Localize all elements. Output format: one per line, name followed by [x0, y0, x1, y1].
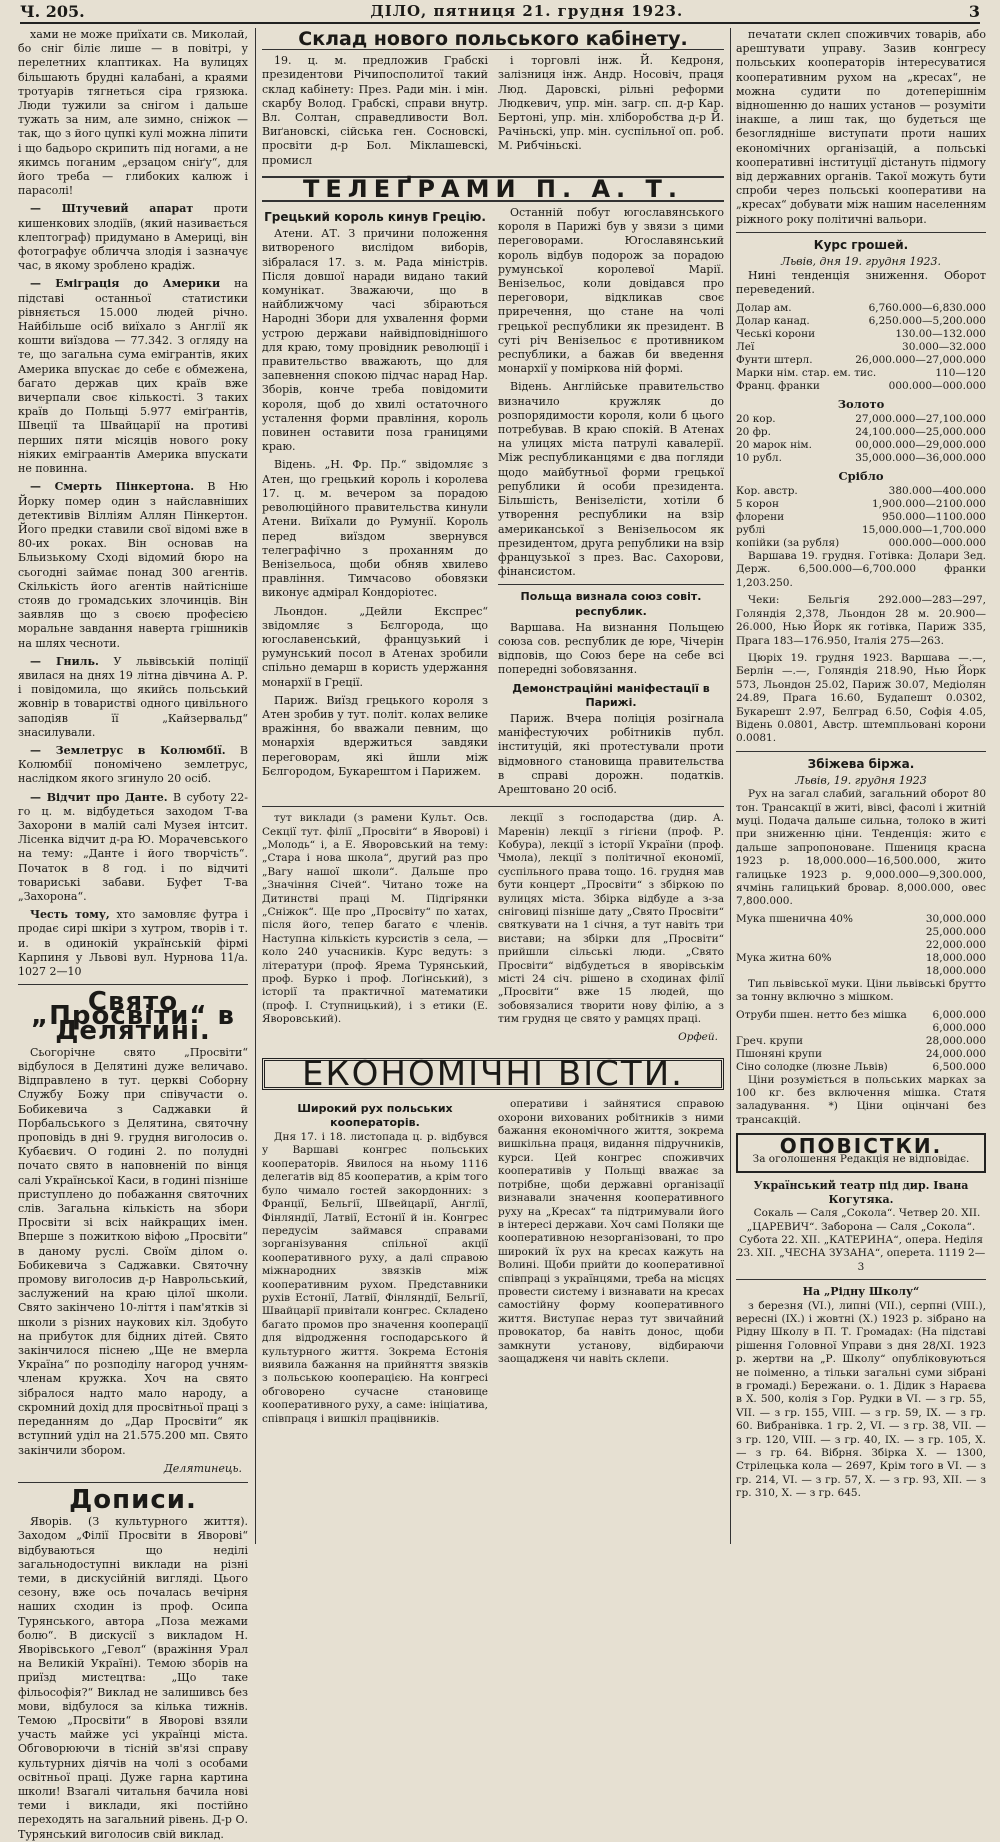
rate-label: 10 рубл.	[736, 451, 782, 464]
news-item	[18, 655, 248, 740]
rate-value: 000.000—000.000	[888, 537, 986, 550]
rate-row	[736, 302, 986, 315]
rate-row	[736, 524, 986, 537]
column-middle	[262, 28, 724, 1544]
news-item-title: Честь тому,	[30, 908, 110, 922]
rate-label: рублі	[736, 524, 766, 537]
money-title: Курс грошей.	[813, 237, 909, 252]
rate-row	[736, 537, 986, 550]
rates-table	[736, 302, 986, 393]
rate-value: 30,000.000	[925, 912, 986, 925]
soviet-text: Варшава. На визнання Польщею союза сов. республик де юре, Чічерін відповів, що Союз бере на себе всі попередні зобовязання.	[498, 620, 724, 677]
money-note: Нині тенденція зниження. Оборот переведений.	[736, 269, 986, 297]
rate-row	[736, 511, 986, 524]
greek-right-p1: Останній побут югославянського короля в Парижі був у звязи з цими переговорами. Югославянський король відбув подорож за порадою румунської королевої Марії. Венізельос, коли довідався про переговори, відкликав своє приречення, що стане на чолі грецької республики як президент. В суті річ Венізельос є противником республики, а бажав би введення монархії у поміркова ній формі.	[498, 206, 724, 376]
rate-row	[736, 328, 986, 341]
rate-row	[736, 426, 986, 439]
cabinet-left: 19. ц. м. предложив Грабскі президентови Річипосполитої такий склад кабінету: През. Ради мін. і мін. скарбу Волод. Грабскі, справи внутр. Вл. Солтан, справедливости Вол. Виґановскі, сійська ген. Сосновскі, просвіти д-р Бол. Міклашевскі, промисл	[262, 54, 488, 167]
news-item	[18, 744, 248, 787]
mid-left: тут виклади (з рамени Культ. Осв. Секції тут. філії „Просвіти“ в Яворові) і „Молодь“ і, а Е. Яворовський на тему: „Стара і нова школа“, другий раз про „Вагу нашої школи“. Дальше про „Значіння Січей“. Читано тоже на Дитинстві праці М. Підгірянки „Сніжок“. Ще про „Просвіту“ по хатах, після його, тепер багато є членів. Наступна кількість курсистів з села, — коло 240 учасників. Курс ведуть: з літератури (проф. Ярема Турянський, проф. Бурко і проф. Лоґінський), з історії та практичної математики (проф. І. Ступницький), і з етики (Е. Яворовський).	[262, 812, 488, 1026]
groceries-table	[736, 1009, 986, 1074]
greek-p3: Льондон. „Дейли Експрес“ звідомляє з Бєлгорода, що югославенський, французький і румунський посол в Атенах зробили спільно демарш в користь удержання монархії в Греції.	[262, 604, 488, 689]
rate-value: 6,500.000	[932, 1060, 986, 1073]
greek-p1: Атени. АТ. З причини положення витвореного вислідом виборів, зібралася 17. з. м. Рада міністрів. Після довшої наради видано такий комунікат. Зважаючи, що в найближчому часі збіраються Народні Збори для ухвалення форми устрою держави найвідповіднішого для краю, тому провідник революції і правительство вважають, що для запевнення спокою підчас нарад Нар. Зборів, конче треба повідомити короля, щоб до хвилі остаточного усталення форми правління, король повинен оставити поза границями краю.	[262, 227, 488, 454]
econ-title: ЕКОНОМІЧНІ ВІСТИ.	[262, 1058, 724, 1090]
rate-row	[736, 1035, 986, 1048]
column-rule	[255, 28, 256, 1544]
rate-value: 30.000—32.000	[902, 340, 986, 353]
news-item-text: В суботу 22-го ц. м. відбудеться заходом Т-ва Захорони в малій салі Музея інтсит. Лісенка відчит д-ра Ю. Морачевського на тему: „Данте і його творчість“. Початок в 8 год. і по відчиті товариські забави. Буфет Т-ва „Захорона“.	[18, 790, 248, 903]
news-item-text: В Ню Йорку помер один з найславніших детективів Вілліям Аллян Пінкертон. Його предки ставили свої відомі вже в 80-их роках. Він основав на Бльизькому Сході відомий бюро на сьогодні займає понад 300 агентів. Скількість його агентів найтісніше стояв до громадських злочинців. Він заявляв що з своєю професією моральне завдання наверта грішників на шлях чесноти.	[18, 480, 249, 650]
rate-value: 6,250.000—5,200.000	[868, 314, 986, 327]
rate-row	[736, 913, 986, 926]
rate-label: флорени	[736, 511, 785, 524]
news-item-text: на підставі останньої статистики рівняється 15.000 людей річно. Найбільше осіб виїхало з Англії як кошти виїздова — 77.342. З огляду на те, що загальна сума емігрантів, яких Америка впускає до себе є обмежена, багато держав цих країв вже вичерпали своє кількості. З таких країв до Польщі 5.977 еміґрантів, Швеції та Швайцарії на противі перших пяти місяців нового року ніяких еміграантів Америка впускати не повинна.	[18, 277, 248, 476]
rate-value: 27,000.000—27,100.000	[855, 412, 986, 425]
greek-right-p2: Відень. Англійське правительство визначило кружляк до розпорядимости короля, коли б цього потребував. В краю спокій. В Атенах на улицях міста патрулі кавалерії. Між республиканцями є два погляди щодо майбутньої форми грецької републики й особи президента. Більшість, Венізелісти, хотіли б утворення республики на взір американської з Венізельосом як президентом, друга републики на взір французької з през. Вас. Сахорови, фінансистом.	[498, 380, 724, 579]
rate-value: 000.000—000.000	[888, 379, 986, 392]
news-item	[18, 791, 248, 905]
school-text: з березня (VI.), липні (VII.), серпні (VIII.), вересні (IX.) і жовтні (X.) 1923 р. зібрано на Рідну Школу в П. Т. Громадах: (На підставі рішення Головної Управи з дня 28/XI. 1923 р. жертви на „Р. Школу“ опубліковуються не поіменно, а тільки загальні суми зібрані в громаді.) Бережани. о. 1. Дідик з Нараєва в X. 500, колія з Гор. Рудки в VI. — з гр. 55, VII. — з гр. 155, VIII. — з гр. 59, IX. — з гр. 60. Вибранівка. 1 гр. 2, VI. — з гр. 38, VII. — з гр. 120, VIII. — з гр. 40, IX. — з гр. 105, X. — з гр. 64. Вібрня. Збірка X. — 1300, Стрілецька кола — 2697, Крім того в VI. — з гр. 214, VI. — з гр. 57, X. — з гр. 93, XII. — з гр. 310, X. — з гр. 645.	[736, 1299, 986, 1500]
exchange-text: Рух на загал слабий, загальний оборот 80 тон. Трансакції в житі, вівсі, фасолі і житній муці. Подача дальше сильна, толоко в житі при зниженню ціни. Тенденція: жито є дальше запропоноване. Пшениця красна 1923 р. 18,000.000—16,500.000, жито галицьке 1923 р. 9,000.000—9,300.000, ячмінь галицький бровар. 8,000.000, овес 7,800.000.	[736, 788, 986, 908]
rate-label: Леї	[736, 340, 755, 353]
zurich-text: Цюріх 19. грудня 1923. Варшава —.—, Берлін —.—, Голяндія 218.90, Нью Йорк 573, Льондон 25.02, Париж 30.07, Медіолян 24.89, Прага 16.60, Будапешт 0.0302, Букарешт 2.97, Белград 6.50, Софія 4.05, Відень 0.0801, Австр. штемпльовані корони 0.0081.	[736, 651, 986, 745]
rate-value: 18,000.000	[925, 951, 986, 964]
rate-label: Сіно солодке (люзне Львів)	[736, 1060, 888, 1073]
rate-value: 6,000.000	[932, 1021, 986, 1034]
rate-value: 1,900.000—2100.000	[871, 498, 986, 511]
coop-continued: печатати склеп споживчих товарів, або арештувати управу. Зазив конгресу польських кооператорів інтересуватися кооперативним рухом на „кресах“, не можна судити по дотеперішнім відношенню до наших установ — розуміти інакше, а лиш так, що будеться ще безоглядніше виступати проти наших економічних організацій, а польські кооперативні інституції дістануть підмогу від державних органів. Такої можуть бути спроби через польські кооперативи на „кресах“ добувати між нашим населенням ріжного року політичні вальори.	[736, 28, 986, 226]
column-left	[18, 28, 249, 1841]
rate-label: 20 кор.	[736, 412, 776, 425]
masthead	[20, 0, 980, 24]
column-right	[736, 28, 986, 1544]
rate-row	[736, 498, 986, 511]
issue-number: Ч. 205.	[20, 1, 85, 21]
coop-title: Широкий рух польських кооператорів.	[297, 1102, 453, 1129]
rate-label: 20 фр.	[736, 425, 771, 438]
cabinet-title: Склад нового польського кабінету.	[262, 32, 724, 50]
rate-row	[736, 1022, 986, 1035]
news-item-text: хто замовляє футра і продає сирі шкіри з хутром, творів і т. и. в одинокій українській фірмі Карпиня у Львові вул. Нурнова 11/а. 1027 2—10	[18, 908, 248, 978]
rate-label: Мука житна 60%	[736, 951, 832, 964]
column-rule	[730, 28, 731, 1544]
news-item-title: — Штучевий апарат	[30, 202, 194, 216]
news-item	[18, 480, 248, 650]
rate-label: Греч. крупи	[736, 1034, 803, 1047]
rate-row	[736, 380, 986, 393]
gold-table	[736, 413, 986, 465]
news-item	[18, 277, 248, 476]
greek-p2: Відень. „Н. Фр. Пр.“ звідомляє з Атен, що грецький король і королева 17. ц. м. вечером за порадою революційного правительства кинули Атени. Виїхали до Румунії. Король перед виїздом звернувся телеграфічно з проханням до Венізельоса, щоби обняв хвилево правління. Тимчасово обовязки виконує адмірал Кондоріотес.	[262, 458, 488, 600]
dopysy-title: Дописи.	[69, 1484, 197, 1515]
coop-right: оперативи і зайнятися справою охорони вихованих робітників з ними бажання економічного життя, зокрема вишкільна праця, видання підручників, курси. Цей конгрес споживчих кооперативів у Польщі вважає за потрібне, щоби державні організації визнавали значення кооперативного руху на „Кресах“ та підтримували його в інтересі держави. Хоч самі Поляки ще кооперативною незорганізовані, то про широкий їх рух на кресах кажуть на Волині. Щоби прийти до кооперативної співпраці з українцями, треба на місцях провести систему і визнавати на кресах самостійну форму кооперативного життя. Виступає нераз тут звичайний провокатор, ба навіть донос, щоби замкнути установу, відбираючи заощадженя чи навіть склепи.	[498, 1098, 724, 1365]
rate-value: 25,000.000	[925, 925, 986, 938]
svyato-text: Сьогорічне свято „Просвіти“ відбулося в Делятині дуже величаво. Відправлено в тут. церкві Соборну Службу Божу при співучасти о. Бобикевича з Саджавки й Порбальського з Делятина, святочну проповідь в дні 9. грудня виголосив о. Кубаєвич. О годині 2. по полудні почато свято в наповненій по вінця салі Української Каси, в годині пізніше приступлено до побажання святочних слів. Загальна кількість на збори Просвіти зі всіх найкращих імен. Вперше з пожиткою віфою „Просвіти“ в даному руслі. Своїм ділом о. Бобикевича з Саджавки. Святочну промову виголосив д-р Наврольський, заслужений на краю цілої школи. Свято закінчено 10-ліття і пам'ятків зі школи з різних наукових кіл. Здобуто на прибуток для бідних дітей. Свято закінчилося піснею „Ще не вмерла Україна“ по розподілу нагород учням-членам кружка. Хоч на свято зібралося надто мало народу, а скромний дохід для просвітньої праці з переданням до „Дар Просвіти“ як вступний уділ на 21.575.200 мп. Свято закінчили збором.	[18, 1045, 248, 1457]
masthead-title: ДІЛО, пятниця 21. грудня 1923.	[370, 2, 684, 20]
rate-label: Долар ам.	[736, 301, 792, 314]
theater-text: Сокаль — Саля „Сокола“. Четвер 20. XII. „ЦАРЕВИЧ“. Заборона — Саля „Сокола“. Субота 22. XII. „КАТЕРИНА“, опера. Неділя 23. XII. „ЧЕСНА ЗУЗАНА“, оперета. 1119 2—3	[736, 1207, 986, 1273]
rate-value: 24,000.000	[925, 1047, 986, 1060]
rate-row	[736, 965, 986, 978]
svyato-title: Свято „Просвіти“ в Делятині.	[31, 987, 235, 1046]
news-item-title: — Відчит про Данте.	[30, 790, 168, 804]
soviet-title: Польща визнала союз совіт. республик.	[520, 590, 702, 618]
rate-row	[736, 485, 986, 498]
exchange-foot: Ціни розуміється в польських марках за 100 кг. без включення мішка. Статя заладування. *) Ціни оцінчані без трансакцій.	[736, 1073, 986, 1126]
rate-label: Долар канад.	[736, 314, 810, 327]
rate-row	[736, 1048, 986, 1061]
rate-row	[736, 354, 986, 367]
telegrams-title: ТЕЛЕҐРАМИ П. А. Т.	[262, 176, 724, 202]
news-intro: хами не може приїхати св. Миколай, бо сніг біліє лише — в повітрі, у перелетних клаптиках. На вулицях більшають брудні калабані, а краями тротуарів тягнеться сіра грязюка. Люди тужили за снігом і дальше тужать за ним, але зимно, сніжок — так, що з його цупкі кулі можна ліпити і що бадьоро скрипить під ногами, а не якимсь поганим „ерзацом сніґу“, для його треба — глибоких калюж і парасолі!	[18, 28, 248, 198]
rate-row	[736, 952, 986, 965]
gold-title: Золото	[837, 396, 885, 411]
paris-title: Демонстраційні маніфестації в Парижі.	[512, 681, 710, 709]
rate-label: Пшоняні крупи	[736, 1047, 823, 1060]
rate-label: Марки нім. стар. ем. тис.	[736, 366, 877, 379]
exchange-date: Львів, 19. грудня 1923	[795, 773, 927, 787]
rate-row	[736, 926, 986, 939]
rate-row	[736, 439, 986, 452]
theater-title: Український театр під дир. Івана Когутяка.	[753, 1178, 969, 1207]
greek-title: Грецький король кинув Грецію.	[264, 210, 486, 225]
news-item	[18, 202, 248, 273]
rate-label: Мука пшенична 40%	[736, 912, 853, 925]
warsaw-line: Варшава 19. грудня. Готівка: Долари Зед. Держ. 6,500.000—6,700.000 франки 1,203.250.	[736, 550, 986, 589]
rate-value: 950.000—1100.000	[881, 511, 986, 524]
rate-value: 00,000.000—29,000.000	[855, 438, 986, 451]
cabinet-body	[262, 54, 724, 172]
rate-value: 6,760.000—6,830.000	[868, 301, 986, 314]
rate-label: Отруби пшен. нетто без мішка	[736, 1008, 907, 1021]
rate-value: 130.00—132.000	[895, 327, 986, 340]
warsaw-text: Чеки: Бельгія 292.000—283—297, Голяндія 2,378, Льондон 28 м. 20.900—26.000, Нью Йорк як готівка, Париж 335, Прага 183—176.950, Італія 275—263.	[736, 594, 986, 647]
rate-row	[736, 315, 986, 328]
rate-row	[736, 367, 986, 380]
rate-row	[736, 1061, 986, 1074]
telegrams-body	[262, 206, 724, 801]
news-item-text: У львівській поліції явилася на днях 19 літна дівчина А. Р. і повідомила, що якийсь польський жовнір в товаристві одного цивільного заподіяв її „Кайзервальд“ знасилували.	[18, 654, 249, 739]
rate-value: 22,000.000	[925, 938, 986, 951]
svyato-signature: Делятинець.	[163, 1461, 242, 1475]
rate-row	[736, 452, 986, 465]
news-item-title: — Гниль.	[30, 654, 99, 668]
news-items	[18, 202, 248, 979]
rate-value: 24,100.000—25,000.000	[855, 425, 986, 438]
prices-table	[736, 913, 986, 978]
rate-row	[736, 413, 986, 426]
rate-label: Франц. франки	[736, 379, 820, 392]
rate-label: Кор. австр.	[736, 485, 798, 498]
dopysy-text: Яворів. (З культурного життя). Заходом „Філії Просвіти в Яворові“ відбуваються що неділі загальнодоступні виклади на різні теми, в дискусійній вигляді. Цього сезону, вже ось почалась вечірня наших сходин із проф. Осипа Турянського, автора „Поза межами болю“. В дискусії з викладом Н. Яворівського „Гевол“ (вражіння Урал на Великій Україні). Темою зборів на приїзд мистецтва: „Що таке фільософія?“ Виклад не залишивсь без мови, відбулося за кілька тижнів. Темою „Просвіти“ в Яворові взяли участь майже усі українці міста. Обговорюючи в тісній зв'язі справу культурних діячів на чолі з особами освітньої праці. Дуже гарна картина школи! Взагалі читальня бачила нові теми і виклади, які постійно переходять на загальний рівень. Д-р О. Турянський виголосив свій виклад.	[18, 1515, 248, 1841]
notices-sub: За оголошення Редакція не відповідає.	[752, 1153, 970, 1166]
rate-label: Чеські корони	[736, 327, 816, 340]
greek-p4: Париж. Виїзд грецького короля з Атен зробив у тут. політ. колах велике вражіння, бо вважали певним, що монархія вдержиться завдяки переговорам, які йшли між Бєлгородом, Букарештом і Парижем.	[262, 693, 488, 778]
coop-article	[262, 1098, 724, 1430]
rate-value: 18,000.000	[925, 964, 986, 977]
rate-label: Фунти штерл.	[736, 353, 813, 366]
paris-text: Париж. Вчера поліція розігнала маніфестуючих робітників публ. інституцій, які протестували проти відмовного становища правительства в справі дорожн. податків. Арештовано 20 осіб.	[498, 711, 724, 796]
news-item-text: В Колюмбії пономічено землетрус, наслідком якого згинуло 20 осіб.	[18, 743, 249, 786]
rate-label: копійки (за рубля)	[736, 537, 840, 550]
silver-table	[736, 485, 986, 550]
rate-value: 110—120	[935, 366, 986, 379]
rate-value: 15,000.000—1,700.000	[861, 524, 986, 537]
notices-box	[736, 1133, 986, 1173]
mid-signature: Орфей.	[678, 1030, 718, 1043]
cabinet-right: і торговлі інж. Й. Кедроня, залізниця інж. Андр. Носовіч, праця Люд. Даровскі, рільні реформи Людкевич, упр. мін. загр. сп. д-р Кар. Бертоні, упр. мін. хліборобства д-р Й. Рачіньскі, упр. мін. суспільної оп. роб. М. Рибчіньскі.	[498, 54, 724, 153]
money-date: Львів, дня 19. грудня 1923.	[781, 255, 941, 269]
rate-value: 6,000.000	[932, 1008, 986, 1021]
notices-title: ОПОВІСТКИ.	[779, 1134, 943, 1159]
rate-label: 5 корон	[736, 498, 779, 511]
exchange-title: Збіжева біржа.	[807, 756, 915, 771]
rate-row	[736, 1009, 986, 1022]
page-number: 3	[968, 1, 980, 21]
news-item	[18, 908, 248, 979]
news-item-text: проти кишенкових злодіїв, (який називається клептограф) придумано в Америці, він фотографує обличча злодія і зазначує час, в якому зроблено крадіж.	[18, 202, 248, 273]
mid-article	[262, 812, 724, 1050]
school-title: На „Рідну Школу“	[802, 1285, 920, 1299]
news-item-title: — Смерть Пінкертона.	[30, 480, 195, 494]
bread-note: Тип львівської муки. Ціни львівські брутто за тонну включно з мішком.	[736, 977, 986, 1004]
rate-value: 380.000—400.000	[888, 485, 986, 498]
rate-value: 28,000.000	[925, 1034, 986, 1047]
rate-value: 35,000.000—36,000.000	[855, 451, 986, 464]
rate-row	[736, 341, 986, 354]
rate-value: 26,000.000—27,000.000	[855, 353, 986, 366]
news-item-title: — Землетрус в Колюмбії.	[30, 743, 226, 757]
coop-left: Дня 17. і 18. листопада ц. р. відбувся у Варшаві конгрес польських кооператорів. Явилося на ньому 1116 делегатів від 85 кооператив, а крім того було чимало гостей закордонних: з Франції, Бельгії, Швейцарії, Англії, Фінляндії, Латвії, Естонії й ін. Конгрес передусім займався справами зорганізування спільної акції кооперативного руху, а далі справою міжнародних звязків між кооперативним рухом. Представники рухів Естонії, Латвії, Фінляндії, Бельгії, Швайцарії привітали конгрес. Складено багато промов про значення кооперації для відродження господарського й культурного життя. Зокрема Естонія виявила бажання на прийняття звязків з польською кооперацією. На конгресі обговорено сучасне становище кооперативного руху, а саме: ініціатива, співпраця і вишкіл працівників.	[262, 1131, 488, 1425]
silver-title: Срібло	[838, 468, 884, 483]
rate-row	[736, 939, 986, 952]
rate-label: 20 марок нім.	[736, 438, 812, 451]
news-item-title: — Еміграція до Америки	[30, 277, 221, 291]
mid-right: лекції з господарства (дир. А. Маренін) лекції з гігієни (проф. Р. Кобура), лекції з історії України (проф. Чмола), лекції з політичної економії, суспільного права тощо. 16. грудня мав бути концерт „Просвіти“ з збіркою по вулицях міста. Збірка відбуде а з-за сніговиці пізніше дату „Свято Просвіти“ святкувати на 1 січня, а тут навіть три вистави; на збірки для „Просвіти“ прийшли сільські люди. „Свято Просвіти“ відбудеться в яворівськім місті 24 січ. рішено в сходинах філії „Просвіти“ вже 15 людей, що зобовязалися творити нову філію, а з тим грудня це свято у рамцях праці.	[498, 812, 724, 1026]
